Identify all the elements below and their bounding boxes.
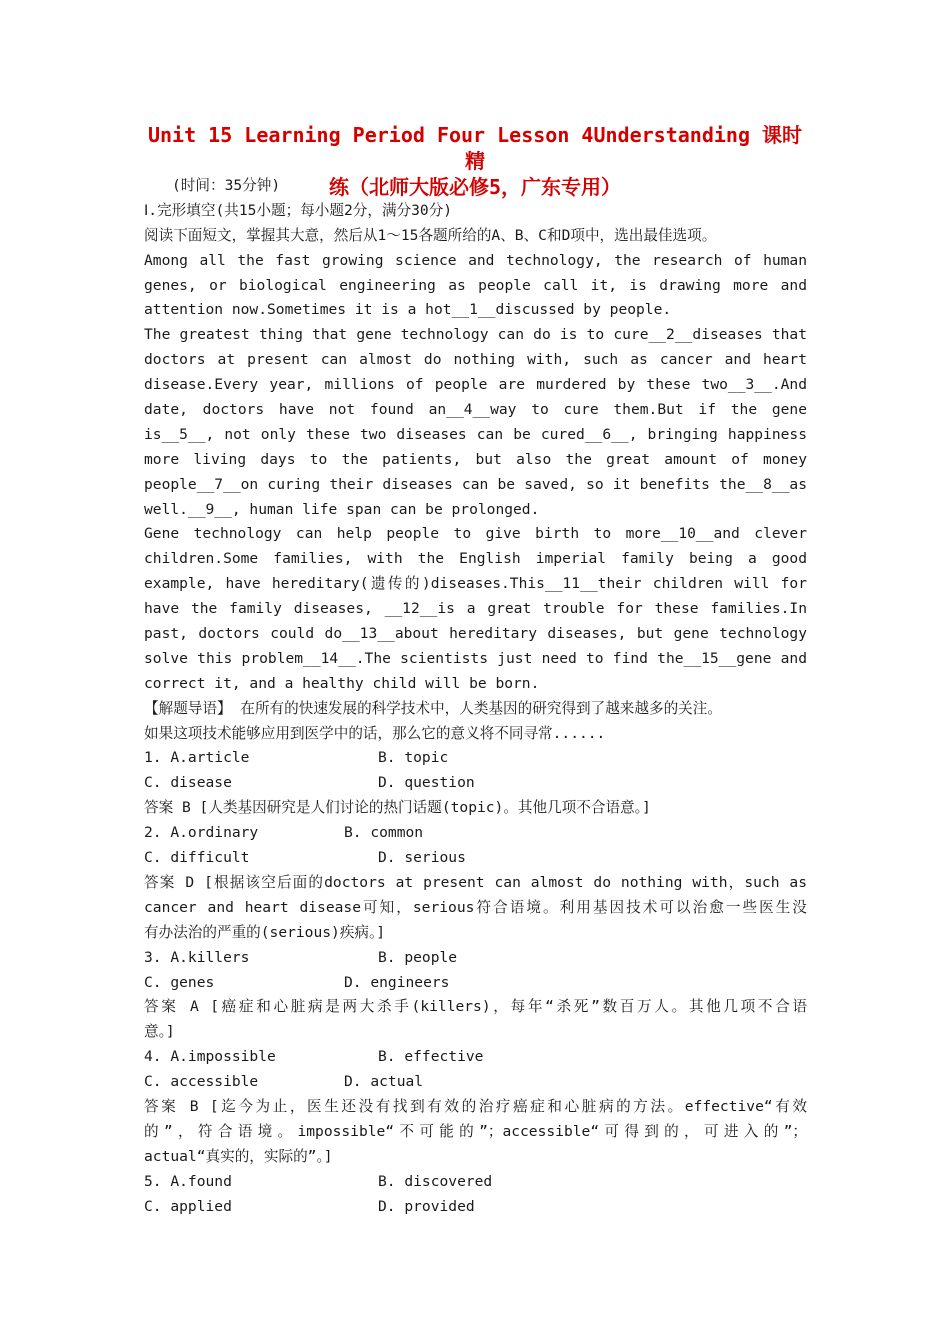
option-d: D. provided — [378, 1197, 475, 1215]
answer-line: 答案 B [迄今为止，医生还没有找到有效的治疗癌症和心脏病的方法。effective“有效 — [144, 1097, 807, 1115]
option-c: C. disease — [144, 774, 232, 792]
passage-line: people__7__on curing their diseases can be saved, so it benefits the__8__as — [144, 475, 807, 493]
section-heading: Ⅰ.完形填空(共15小题；每小题2分，满分30分) — [144, 201, 453, 219]
passage-paragraph-3 — [144, 522, 807, 696]
passage-paragraph-2 — [144, 323, 807, 522]
option-a: 2. A.ordinary — [144, 824, 259, 842]
guide-text: 在所有的快速发展的科学技术中，人类基因的研究得到了越来越多的关注。 — [231, 699, 722, 717]
passage-line: genes, or biological engineering as people call it, is drawing more and — [144, 276, 807, 294]
option-d: D. serious — [378, 849, 466, 867]
document-body — [144, 174, 807, 1219]
passage-line: past, doctors could do__13__about hereditary diseases, but gene technology — [144, 625, 807, 643]
passage-line: Among all the fast growing science and technology, the research of human — [144, 251, 807, 269]
option-b: B. discovered — [378, 1172, 493, 1190]
option-d: D. question — [378, 774, 475, 792]
passage-line: children.Some families, with the English imperial family being a good — [144, 550, 807, 568]
answer-line: actual“真实的，实际的”。] — [144, 1147, 333, 1165]
passage-line: doctors at present can almost do nothing with, such as cancer and heart — [144, 351, 807, 369]
time-note: (时间：35分钟) — [172, 177, 281, 194]
option-c: C. difficult — [144, 849, 250, 867]
passage-line: disease.Every year, millions of people are murdered by these two__3__.And — [144, 376, 807, 394]
question-5 — [144, 1170, 807, 1220]
option-b: B. common — [344, 824, 424, 842]
instruction: 阅读下面短文，掌握其大意，然后从1～15各题所给的A、B、C和D项中，选出最佳选项。 — [144, 226, 717, 244]
option-d: D. engineers — [344, 973, 450, 991]
option-a: 4. A.impossible — [144, 1048, 276, 1066]
passage-line: have the family diseases, __12__is a great trouble for these families.In — [144, 600, 807, 618]
guide-section — [144, 697, 807, 747]
question-1 — [144, 746, 807, 821]
answer-line: 答案 B [人类基因研究是人们讨论的热门话题(topic)。其他几项不合语意。] — [144, 799, 651, 817]
answer-line: 意。] — [144, 1023, 175, 1041]
passage-line: more living days to the patients, but also the great amount of money — [144, 450, 807, 468]
question-3 — [144, 946, 807, 1046]
question-2 — [144, 821, 807, 945]
option-a: 5. A.found — [144, 1172, 232, 1190]
passage-line: is__5__, not only these two diseases can be cured__6__, bringing happiness — [144, 425, 807, 443]
option-b: B. topic — [378, 749, 449, 767]
answer-line: 答案 A [癌症和心脏病是两大杀手(killers)，每年“杀死”数百万人。其他几项不合语 — [144, 998, 807, 1016]
option-a: 1. A.article — [144, 749, 250, 767]
passage-line: Gene technology can help people to give birth to more__10__and clever — [144, 525, 807, 543]
passage-line: example, have hereditary(遗传的)diseases.This__11__their children will for — [144, 575, 807, 593]
option-b: B. effective — [378, 1048, 484, 1066]
passage-line: The greatest thing that gene technology can do is to cure__2__diseases that — [144, 326, 807, 344]
passage-paragraph-1 — [144, 249, 807, 324]
option-c: C. accessible — [144, 1073, 259, 1091]
passage-line: date, doctors have not found an__4__way to cure them.But if the gene — [144, 401, 807, 419]
passage-line: attention now.Sometimes it is a hot__1__discussed by people. — [144, 301, 672, 319]
option-a: 3. A.killers — [144, 948, 250, 966]
guide-text: 如果这项技术能够应用到医学中的话，那么它的意义将不同寻常...... — [144, 724, 606, 742]
option-b: B. people — [378, 948, 458, 966]
title-line-2: 练（北师大版必修5，广东专用） — [328, 175, 622, 199]
passage-line: well.__9__, human life span can be prolonged. — [144, 500, 540, 518]
passage-line: correct it, and a healthy child will be born. — [144, 674, 540, 692]
option-d: D. actual — [344, 1073, 424, 1091]
option-c: C. genes — [144, 973, 215, 991]
answer-line: 的”，符合语境。impossible“不可能的”；accessible“可得到的，可进入的”； — [144, 1122, 807, 1140]
option-c: C. applied — [144, 1197, 232, 1215]
passage-line: solve this problem__14__.The scientists just need to find the__15__gene and — [144, 649, 807, 667]
guide-label: 【解题导语】 — [144, 699, 232, 717]
answer-line: 有办法治的严重的(serious)疾病。] — [144, 923, 386, 941]
question-4 — [144, 1045, 807, 1169]
answer-line: cancer and heart disease可知，serious符合语境。利用基因技术可以治愈一些医生没 — [144, 898, 807, 916]
answer-line: 答案 D [根据该空后面的doctors at present can almost do nothing with，such as — [144, 873, 807, 891]
title-line-1: Unit 15 Learning Period Four Lesson 4Understanding 课时精 — [147, 123, 803, 173]
